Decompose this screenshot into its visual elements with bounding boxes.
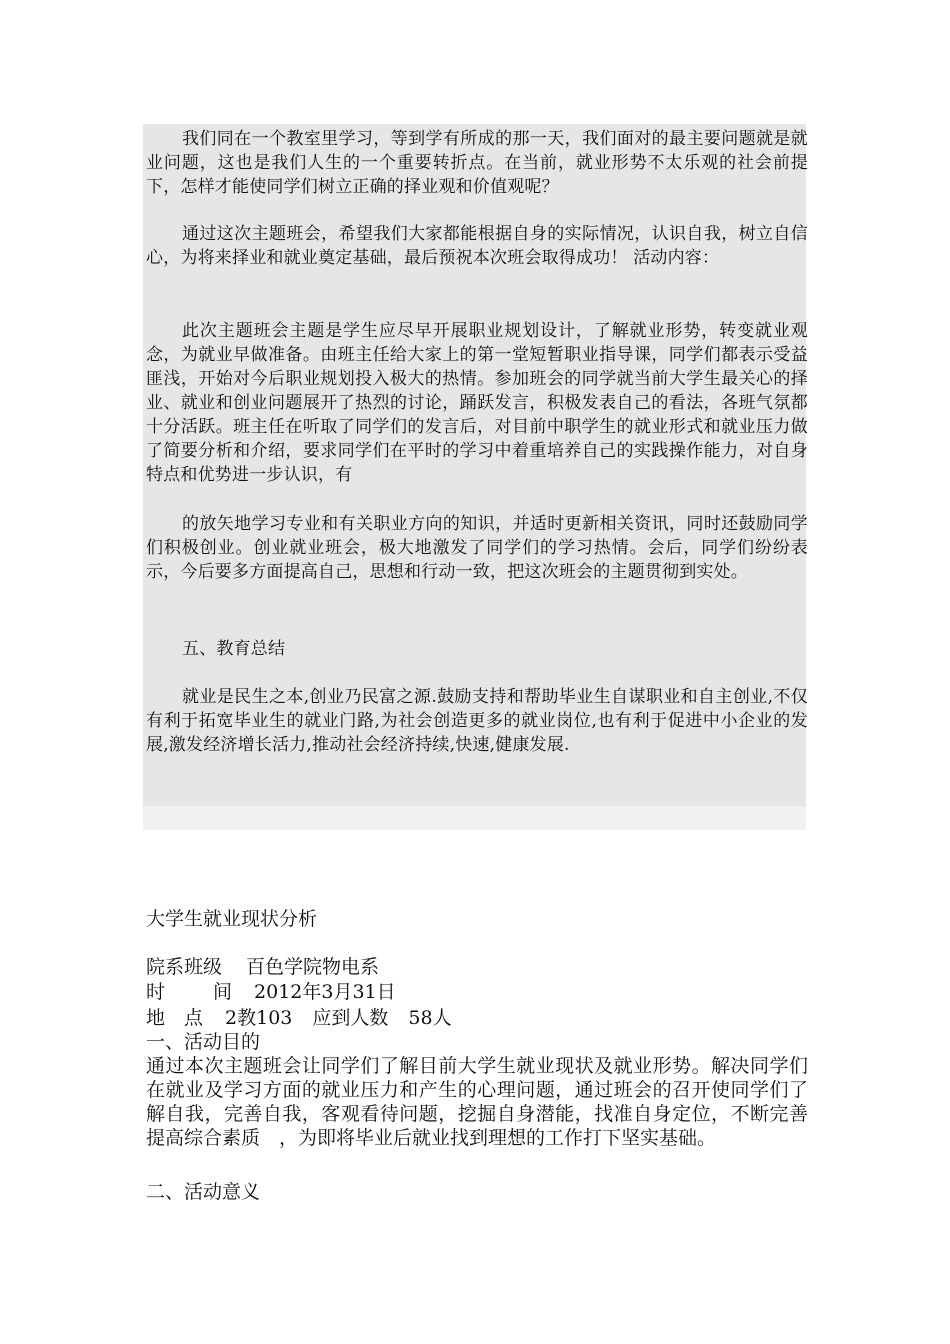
paragraph-purpose: 通过这次主题班会，希望我们大家都能根据自身的实际情况，认识自我，树立自信心，为将来择业和就业奠定基础，最后预祝本次班会取得成功！ 活动内容：	[146, 224, 808, 268]
place-label-second-char: 点	[184, 1007, 204, 1029]
document-title: 大学生就业现状分析	[146, 908, 318, 930]
dept-line	[146, 955, 808, 979]
time-label-first-char: 时	[146, 981, 166, 1003]
paragraph-activity-goal: 通过本次主题班会让同学们了解目前大学生就业现状及就业形势。解决同学们在就业及学习方面的就业压力和产生的心理问题，通过班会的召开使同学们了解自我，完善自我，客观看待问题，挖掘自身潜能，找准自身定位，不断完善提高综合素质 ，为即将毕业后就业找到理想的工作打下坚实基础。	[146, 1055, 808, 1149]
paragraph-activity-content: 此次主题班会主题是学生应尽早开展职业规划设计，了解就业形势，转变就业观念，为就业早做准备。由班主任给大家上的第一堂短暂职业指导课，同学们都表示受益匪浅，开始对今后职业规划投入极大的热情。参加班会的同学就当前大学生最关心的择业、就业和创业问题展开了热烈的讨论，踊跃发言，积极发表自己的看法，各班气氛都十分活跃。班主任在听取了同学们的发言后，对目前中职学生的就业形式和就业压力做了简要分析和介绍，要求同学们在平时的学习中着重培养自己的实践操作能力，对自身特点和优势进一步认识，有	[146, 321, 808, 485]
attendance-value: 58人	[408, 1007, 452, 1029]
shaded-block-footer-strip	[143, 806, 806, 830]
time-line	[146, 980, 808, 1004]
section-heading-education-summary: 五、教育总结	[182, 639, 286, 659]
section-heading-activity-significance: 二、活动意义	[146, 1181, 261, 1203]
attendance-label: 应到人数	[312, 1007, 389, 1029]
paragraph-activity-continued: 的放矢地学习专业和有关职业方向的知识，并适时更新相关资讯，同时还鼓励同学们积极创业。创业就业班会，极大地激发了同学们的学习热情。会后，同学们纷纷表示，今后要多方面提高自己，思想和行动一致，把这次班会的主题贯彻到实处。	[146, 514, 808, 582]
dept-value: 百色学院物电系	[246, 956, 380, 978]
time-value: 2012年3月31日	[254, 981, 396, 1003]
place-line	[146, 1006, 808, 1030]
dept-label: 院系班级	[146, 956, 223, 978]
paragraph-summary: 就业是民生之本,创业乃民富之源.鼓励支持和帮助毕业生自谋职业和自主创业,不仅有利于拓宽毕业生的就业门路,为社会创造更多的就业岗位,也有利于促进中小企业的发展,激发经济增长活力,推动社会经济持续,快速,健康发展.	[146, 687, 808, 755]
section-heading-activity-goal: 一、活动目的	[146, 1031, 261, 1053]
paragraph-intro: 我们同在一个教室里学习，等到学有所成的那一天，我们面对的最主要问题就是就业问题，这也是我们人生的一个重要转折点。在当前，就业形势不太乐观的社会前提下，怎样才能使同学们树立正确的择业观和价值观呢？	[146, 129, 808, 197]
time-label-second-char: 间	[213, 981, 233, 1003]
place-label-first-char: 地	[146, 1007, 166, 1029]
place-value: 2教103	[225, 1007, 293, 1029]
